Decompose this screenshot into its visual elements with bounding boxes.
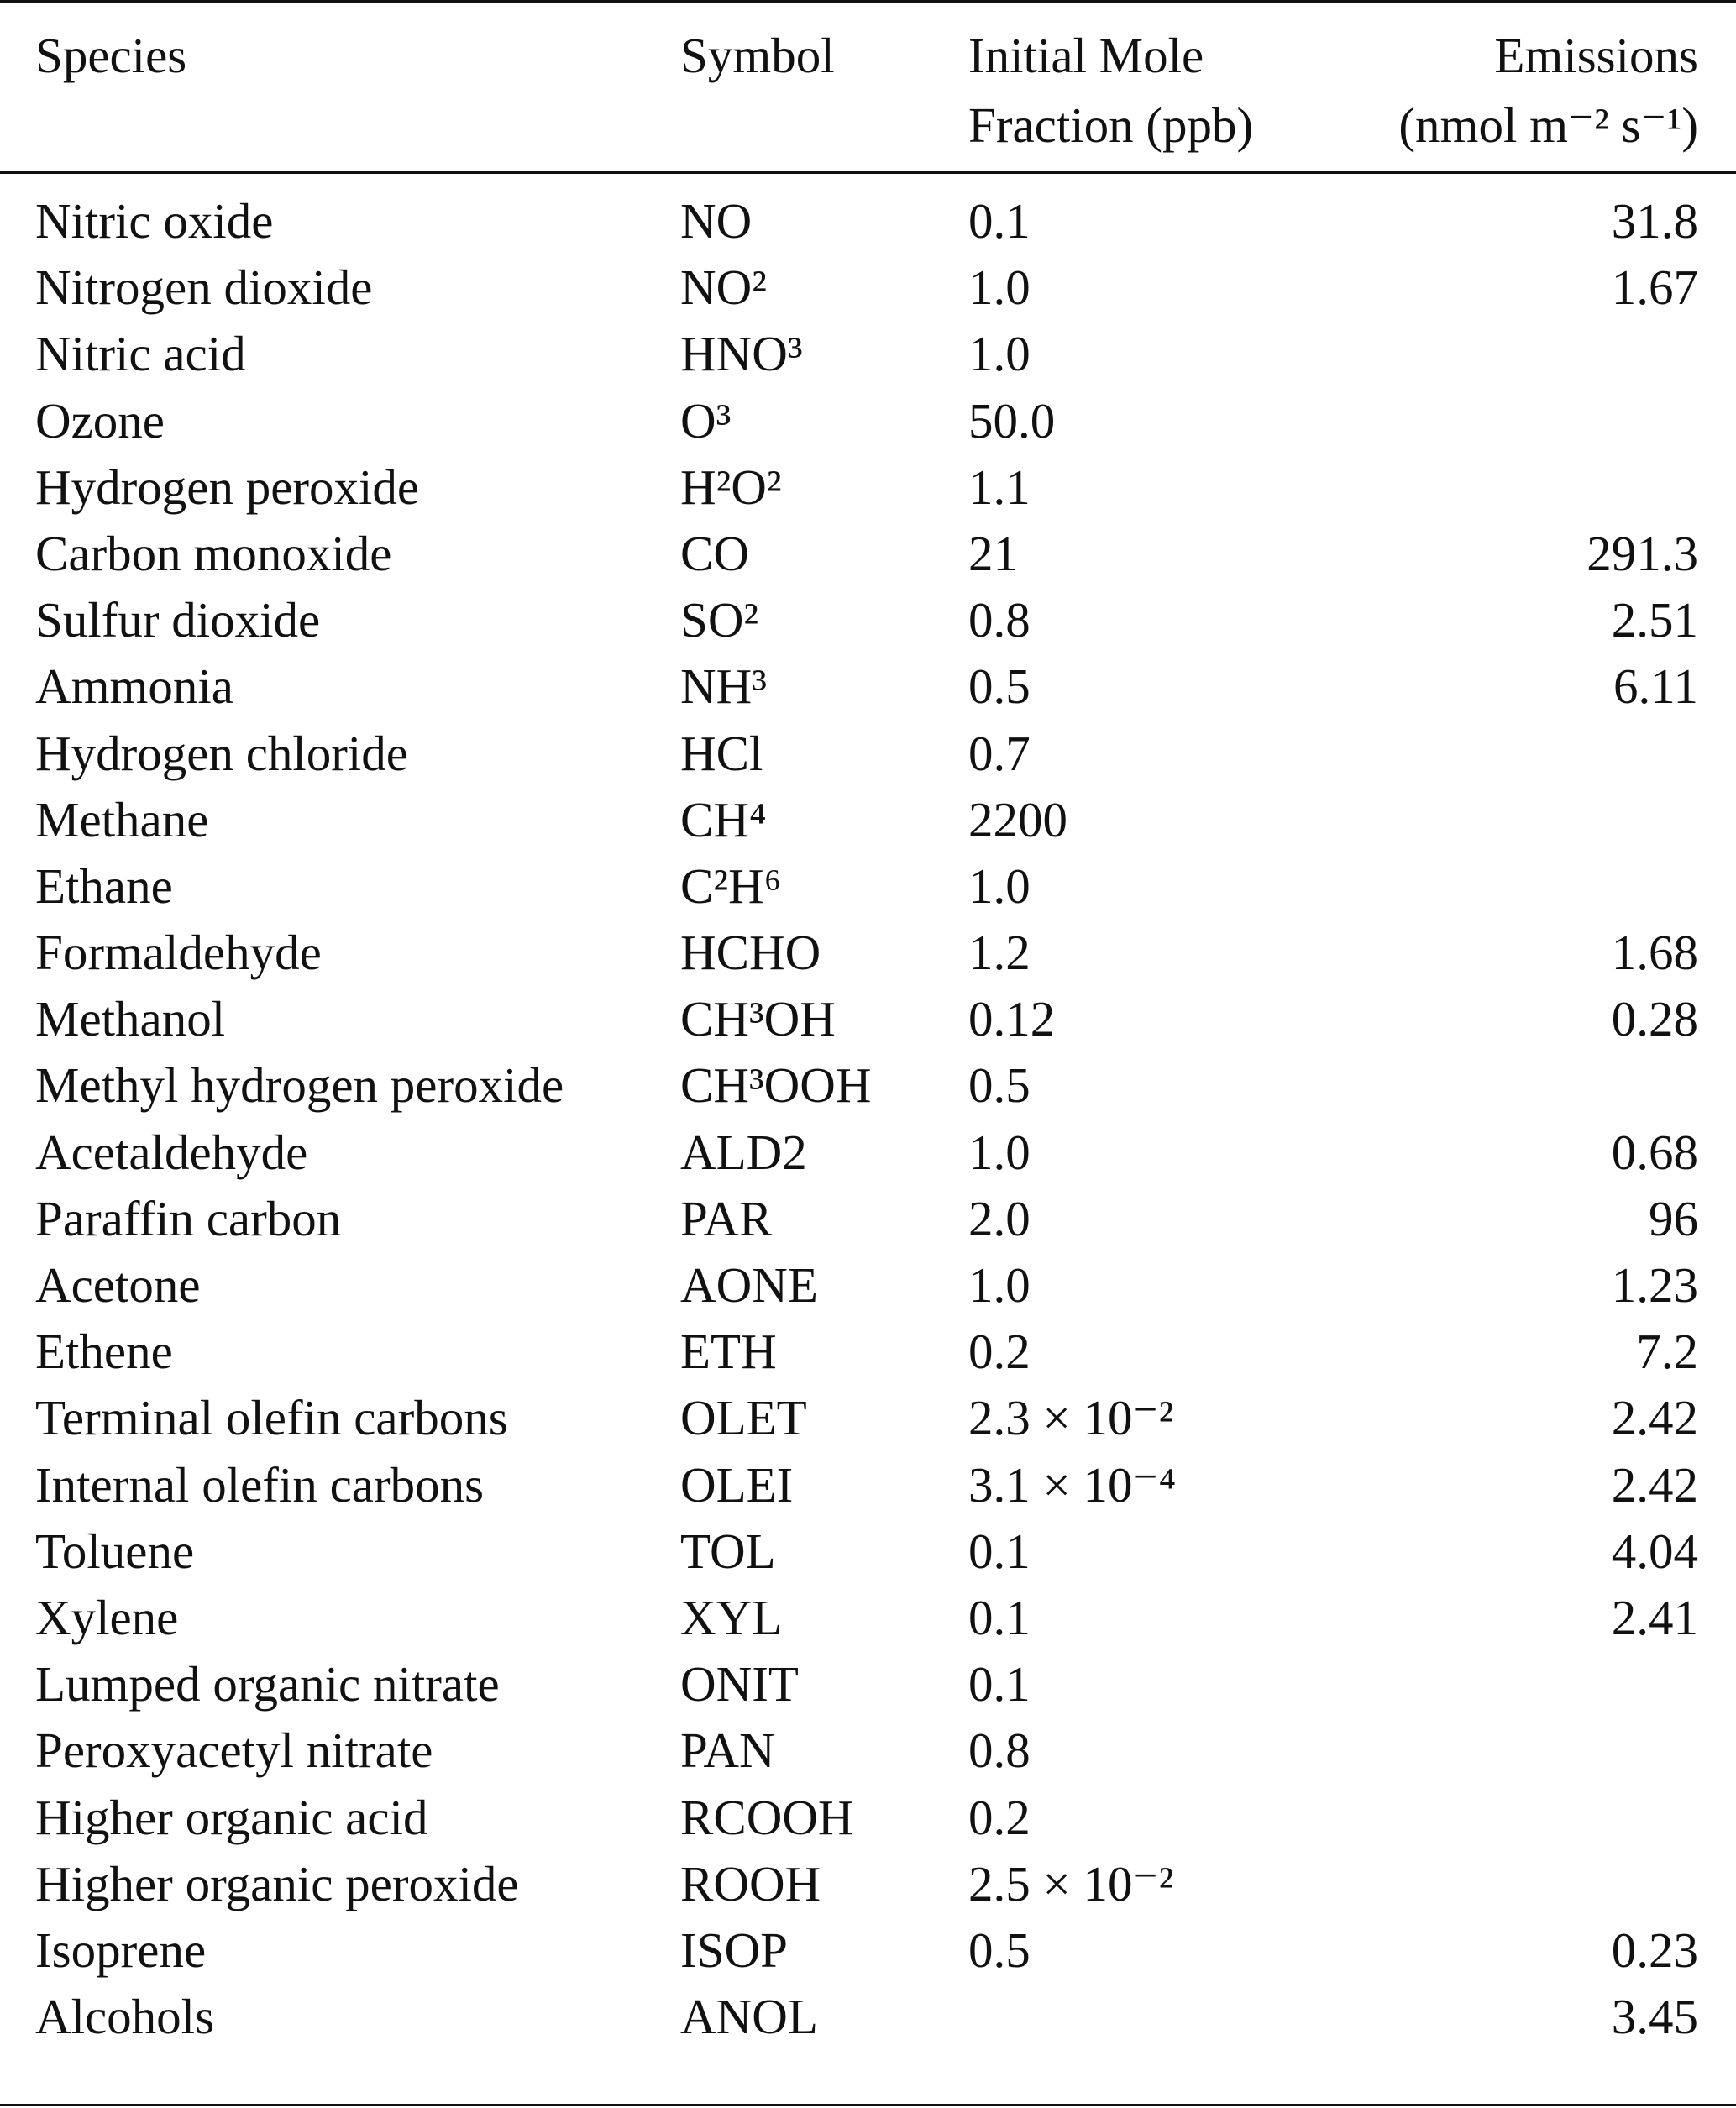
emission-cell: 0.23 [1611, 1922, 1698, 1978]
header-species [35, 21, 186, 91]
symbol-cell: NO [680, 193, 753, 249]
symbol-cell: ALD2 [680, 1124, 807, 1180]
symbol-cell: OLEI [680, 1456, 794, 1513]
emission-cell: 1.68 [1611, 925, 1698, 981]
header-species-label: Species [35, 28, 187, 83]
emission-cell: 2.42 [1611, 1390, 1698, 1446]
mole-fraction-cell: 0.5 [968, 1922, 1031, 1978]
table-row [0, 986, 1736, 1052]
table-row [0, 1585, 1736, 1651]
species-cell: Nitric oxide [35, 193, 274, 249]
species-cell: Peroxyacetyl nitrate [35, 1723, 433, 1779]
symbol-cell: PAN [680, 1723, 775, 1779]
symbol-cell: CH³OOH [680, 1057, 872, 1114]
header-emis-line2: (nmol m⁻² s⁻¹) [1398, 97, 1698, 153]
table-row [0, 1186, 1736, 1252]
emission-cell: 1.67 [1611, 260, 1698, 316]
symbol-cell: ISOP [680, 1922, 788, 1978]
mole-fraction-cell: 0.12 [968, 991, 1056, 1047]
table-row [0, 1452, 1736, 1518]
table-row [0, 1052, 1736, 1119]
species-cell: Methyl hydrogen peroxide [35, 1057, 564, 1114]
species-cell: Alcohols [35, 1989, 215, 2045]
table-row [0, 1984, 1736, 2050]
species-cell: Methanol [35, 991, 226, 1047]
table-row [0, 1785, 1736, 1851]
species-cell: Internal olefin carbons [35, 1456, 485, 1513]
symbol-cell: ONIT [680, 1656, 799, 1712]
header-mole-line2: Fraction (ppb) [968, 97, 1254, 153]
emission-cell: 1.23 [1611, 1257, 1698, 1313]
emission-cell: 0.28 [1611, 991, 1698, 1047]
mole-fraction-cell: 21 [968, 525, 1018, 581]
mole-fraction-cell: 2.0 [968, 1190, 1031, 1246]
species-cell: Nitrogen dioxide [35, 260, 373, 316]
species-cell: Xylene [35, 1589, 179, 1645]
table-row [0, 787, 1736, 853]
symbol-cell: HCHO [680, 925, 821, 981]
species-cell: Nitric acid [35, 326, 246, 382]
symbol-cell: NO² [680, 260, 767, 316]
symbol-cell: AONE [680, 1257, 818, 1313]
species-cell: Ethane [35, 857, 173, 914]
symbol-cell: TOL [680, 1523, 776, 1579]
header-symbol-label: Symbol [680, 28, 835, 83]
table-row [0, 1851, 1736, 1917]
mole-fraction-cell: 0.1 [968, 1656, 1031, 1712]
symbol-cell: ROOH [680, 1855, 821, 1911]
table-row [0, 920, 1736, 986]
table-row [0, 254, 1736, 321]
table-row [0, 521, 1736, 587]
header-mole-line1: Initial Mole [968, 28, 1204, 83]
table-row [0, 1319, 1736, 1385]
emission-cell: 7.2 [1636, 1324, 1698, 1380]
symbol-cell: PAR [680, 1190, 773, 1246]
species-cell: Higher organic peroxide [35, 1855, 519, 1911]
symbol-cell: CH³OH [680, 991, 836, 1047]
species-cell: Isoprene [35, 1922, 207, 1978]
mole-fraction-cell: 0.5 [968, 1057, 1031, 1114]
species-cell: Carbon monoxide [35, 525, 392, 581]
symbol-cell: ANOL [680, 1989, 818, 2045]
emission-cell: 2.42 [1611, 1456, 1698, 1513]
symbol-cell: XYL [680, 1589, 783, 1645]
table-body [0, 188, 1736, 2050]
table-row [0, 1385, 1736, 1451]
mole-fraction-cell: 0.2 [968, 1324, 1031, 1380]
mole-fraction-cell: 0.8 [968, 592, 1031, 648]
mole-fraction-cell: 2200 [968, 791, 1067, 847]
species-cell: Ozone [35, 392, 165, 448]
header-rule [0, 171, 1736, 174]
table-row [0, 1120, 1736, 1186]
species-cell: Ethene [35, 1324, 173, 1380]
symbol-cell: OLET [680, 1390, 807, 1446]
emission-cell: 0.68 [1611, 1124, 1698, 1180]
mole-fraction-cell: 0.8 [968, 1723, 1031, 1779]
mole-fraction-cell: 0.7 [968, 725, 1031, 781]
mole-fraction-cell: 1.1 [968, 459, 1031, 515]
species-cell: Hydrogen peroxide [35, 459, 420, 515]
symbol-cell: H²O² [680, 459, 782, 515]
table-row [0, 853, 1736, 920]
symbol-cell: CH⁴ [680, 791, 767, 847]
mole-fraction-cell: 50.0 [968, 392, 1056, 448]
mole-fraction-cell: 3.1 × 10⁻⁴ [968, 1456, 1177, 1513]
table-row [0, 1518, 1736, 1585]
mole-fraction-cell: 0.5 [968, 658, 1031, 715]
emission-cell: 2.51 [1611, 592, 1698, 648]
species-cell: Ammonia [35, 658, 233, 715]
mole-fraction-cell: 1.0 [968, 260, 1031, 316]
mole-fraction-cell: 0.2 [968, 1789, 1031, 1845]
mole-fraction-cell: 0.1 [968, 193, 1031, 249]
table-row [0, 587, 1736, 653]
species-cell: Hydrogen chloride [35, 725, 408, 781]
mole-fraction-cell: 1.0 [968, 326, 1031, 382]
species-cell: Higher organic acid [35, 1789, 428, 1845]
emission-cell: 4.04 [1611, 1523, 1698, 1579]
emission-cell: 96 [1649, 1190, 1698, 1246]
header-emis-line1: Emissions [1494, 28, 1698, 83]
emission-cell: 6.11 [1613, 658, 1698, 715]
symbol-cell: C²H⁶ [680, 857, 782, 914]
mole-fraction-cell: 0.1 [968, 1523, 1031, 1579]
table-row [0, 1252, 1736, 1319]
symbol-cell: NH³ [680, 658, 767, 715]
species-cell: Terminal olefin carbons [35, 1390, 508, 1446]
table-row [0, 721, 1736, 787]
mole-fraction-cell: 2.5 × 10⁻² [968, 1855, 1174, 1911]
symbol-cell: HCl [680, 725, 763, 781]
mole-fraction-cell: 0.1 [968, 1589, 1031, 1645]
table-row [0, 454, 1736, 521]
species-cell: Acetaldehyde [35, 1124, 308, 1180]
species-cell: Paraffin carbon [35, 1190, 342, 1246]
species-cell: Lumped organic nitrate [35, 1656, 500, 1712]
emission-cell: 31.8 [1611, 193, 1698, 249]
mole-fraction-cell: 1.0 [968, 1257, 1031, 1313]
mole-fraction-cell: 1.2 [968, 925, 1031, 981]
symbol-cell: HNO³ [680, 326, 803, 382]
table-row [0, 653, 1736, 720]
emission-cell: 2.41 [1611, 1589, 1698, 1645]
mole-fraction-cell: 1.0 [968, 857, 1031, 914]
species-cell: Methane [35, 791, 209, 847]
symbol-cell: SO² [680, 592, 759, 648]
table-row [0, 1717, 1736, 1784]
bottom-rule [0, 2104, 1736, 2106]
species-cell: Acetone [35, 1257, 201, 1313]
table-row [0, 1651, 1736, 1717]
symbol-cell: RCOOH [680, 1789, 854, 1845]
header-mole-fraction [968, 21, 1253, 160]
species-cell: Toluene [35, 1523, 195, 1579]
symbol-cell: ETH [680, 1324, 777, 1380]
mole-fraction-cell: 1.0 [968, 1124, 1031, 1180]
species-cell: Sulfur dioxide [35, 592, 321, 648]
mole-fraction-cell: 2.3 × 10⁻² [968, 1390, 1174, 1446]
header-symbol [680, 21, 835, 91]
header-emissions [1398, 21, 1698, 160]
top-rule [0, 0, 1736, 3]
table-row [0, 1917, 1736, 1984]
table-row [0, 188, 1736, 254]
species-cell: Formaldehyde [35, 925, 322, 981]
symbol-cell: CO [680, 525, 749, 581]
table-row [0, 388, 1736, 454]
table-row [0, 321, 1736, 387]
symbol-cell: O³ [680, 392, 732, 448]
emission-cell: 291.3 [1587, 525, 1698, 581]
emission-cell: 3.45 [1611, 1989, 1698, 2045]
